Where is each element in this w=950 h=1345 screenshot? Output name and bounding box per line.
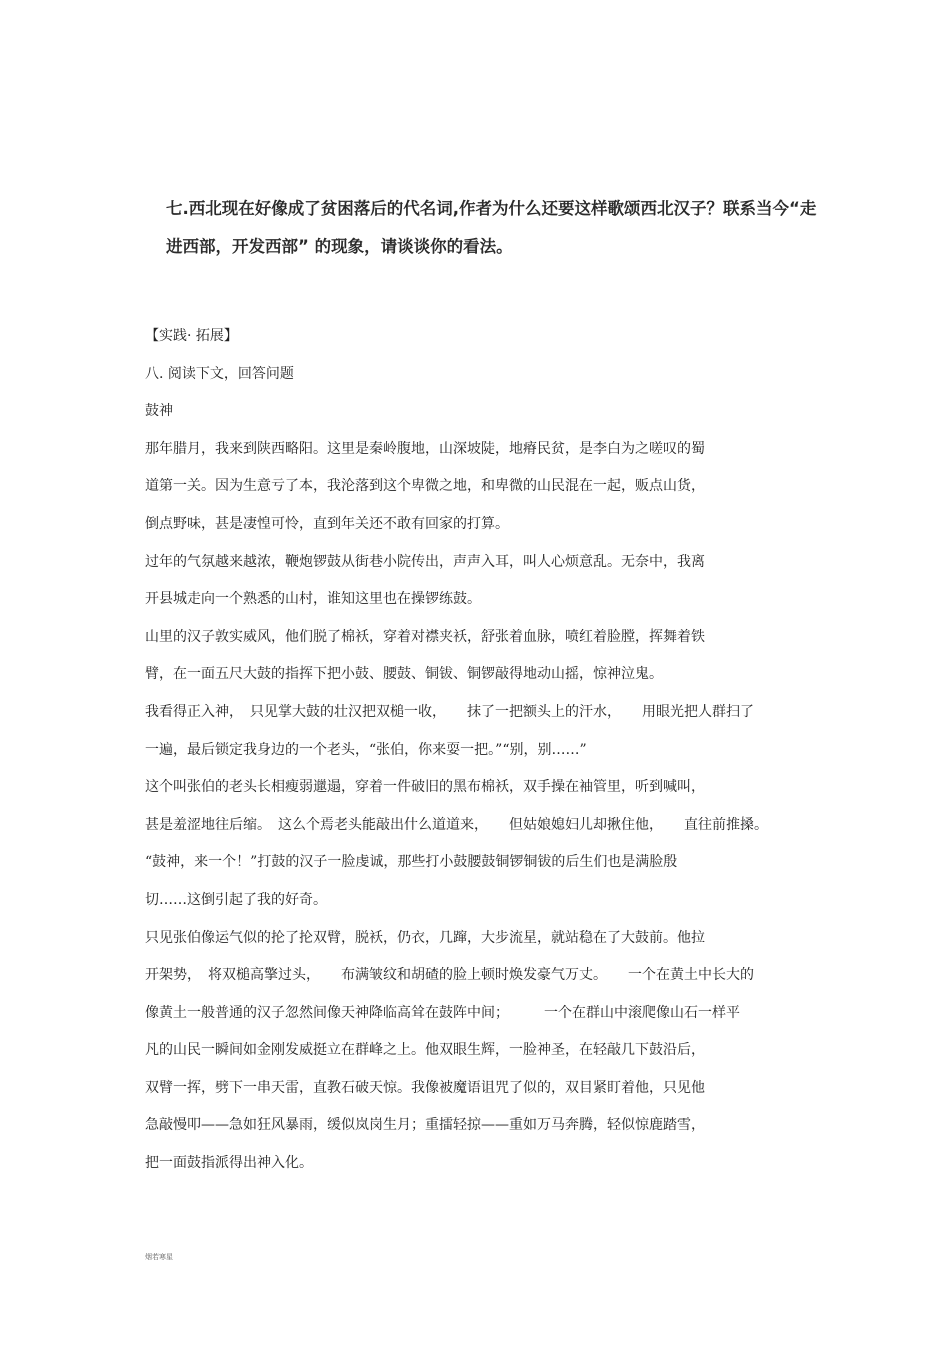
passage-line: 山里的汉子敦实威风，他们脱了棉袄，穿着对襟夹袄，舒张着血脉，喷红着脸膛，挥舞着铁 [145,628,705,645]
practice-section [145,318,815,1183]
passage-line: 一遍，最后锁定我身边的一个老头，“张伯，你来耍一把。”“别，别……” [145,741,587,758]
passage-line: 只见张伯像运气似的抡了抡双臂，脱袄，仍衣，几蹿，大步流星，就站稳在了大鼓前。他拉 [145,929,705,946]
passage-line: 道第一关。因为生意亏了本，我沦落到这个卑微之地，和卑微的山民混在一起，贩点山货， [145,478,705,495]
passage-line: 倒点野味，甚是凄惶可怜，直到年关还不敢有回家的打算。 [145,515,509,532]
passage-line: 开架势， 将双槌高擎过头， 布满皱纹和胡碴的脸上顿时焕发豪气万丈。 一个在黄土中长大的 [145,967,754,984]
passage-title: 鼓神 [145,403,173,420]
section-heading: 【实践· 拓展】 [145,328,238,344]
passage-line: 这个叫张伯的老头长相瘦弱邋遢，穿着一件破旧的黑布棉袄，双手操在袖管里，听到喊叫， [145,779,705,796]
passage-line: 臂，在一面五尺大鼓的指挥下把小鼓、腰鼓、铜钹、铜锣敲得地动山摇，惊神泣鬼。 [145,666,663,683]
passage-line: 那年腊月，我来到陕西略阳。这里是秦岭腹地，山深坡陡，地瘠民贫，是李白为之嗟叹的蜀 [145,440,705,457]
passage-line: 甚是羞涩地往后缩。 这么个焉老头能敲出什么道道来， 但姑娘媳妇儿却揪住他， 直往前推搡。 [145,816,768,833]
passage-line: 我看得正入神， 只见掌大鼓的壮汉把双槌一收， 抹了一把额头上的汗水， 用眼光把人群扫了 [145,703,754,720]
passage-line: 切……这倒引起了我的好奇。 [145,891,327,908]
question-7-line-2: 进西部，开发西部” 的现象，请谈谈你的看法。 [166,237,513,256]
question-7-line-1: 七.西北现在好像成了贫困落后的代名词,作者为什么还要这样歌颂西北汉子？联系当今“走 [166,199,817,218]
passage-line: 开县城走向一个熟悉的山村，谁知这里也在操锣练鼓。 [145,591,481,608]
passage-line: 凡的山民一瞬间如金刚发威挺立在群峰之上。他双眼生辉，一脸神圣，在轻敲几下鼓沿后， [145,1042,705,1059]
passage-line: 过年的气氛越来越浓，鞭炮锣鼓从街巷小院传出，声声入耳，叫人心烦意乱。无奈中，我离 [145,553,705,570]
passage-line: “鼓神，来一个！”打鼓的汉子一脸虔诚，那些打小鼓腰鼓铜锣铜钹的后生们也是满脸殷 [145,854,678,871]
passage-line: 急敲慢叩——急如狂风暴雨，缓似岚岗生月；重擂轻掠——重如万马奔腾，轻似惊鹿踏雪， [145,1117,705,1134]
passage-line: 像黄土一般普通的汉子忽然间像天神降临高耸在鼓阵中间； 一个在群山中滚爬像山石一样平 [145,1004,740,1021]
footer-text: 烟若寒星 [145,1253,173,1261]
passage-line: 双臂一挥，劈下一串天雷，直教石破天惊。我像被魔语诅咒了似的，双目紧盯着他，只见他 [145,1079,705,1096]
task-instruction: 八. 阅读下文，回答问题 [145,365,294,382]
question-7 [166,190,816,266]
passage-line: 把一面鼓指派得出神入化。 [145,1155,313,1172]
